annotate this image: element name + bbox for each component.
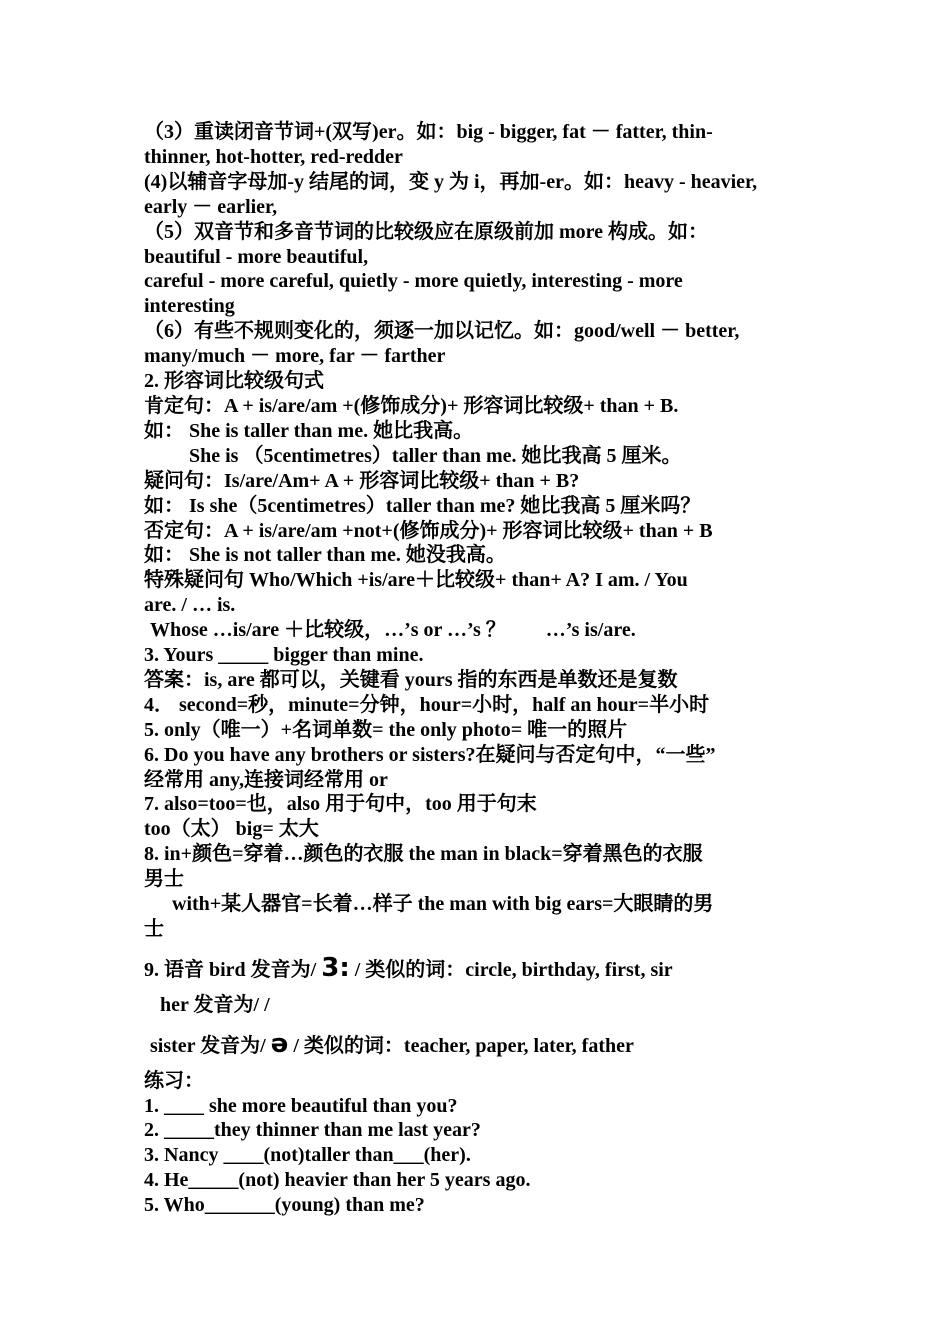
text-line: with+某人器官=长着…样子 the man with big ears=大眼睛的男 [172,893,714,916]
text-line: 疑问句：Is/are/Am+ A + 形容词比较级+ than + B? [144,469,580,492]
text-line: careful - more careful, quietly - more quietly, interesting - more [144,270,683,293]
phonetic-line-sister [144,1028,814,1059]
text-line: 5. only（唯一）+名词单数= the only photo= 唯一的照片 [144,718,628,741]
text-line: She is （5centimetres）taller than me. 她比我高 5 厘米。 [189,444,682,467]
phonetic-suffix: / 类似的词：circle, birthday, first, sir [349,958,673,981]
phonetic-symbol: 3: [321,952,350,983]
text-line: 答案：is, are 都可以，关键看 yours 指的东西是单数还是复数 [144,668,678,691]
text-line: 4． second=秒，minute=分钟，hour=小时，half an hour=半小时 [144,693,710,716]
text-line: too（太） big= 太大 [144,818,319,841]
text-line: many/much － more, far － farther [144,345,446,368]
phonetic-symbol: ə [270,1028,289,1059]
exercise-item: 2. _____they thinner than me last year? [144,1119,481,1142]
text-line: (4)以辅音字母加-y 结尾的词，变 y 为 i，再加-er。如：heavy - heavier, [144,170,758,193]
text-line: 如： Is she（5centimetres）taller than me? 她比我高 5 厘米吗？ [144,494,701,517]
text-line: are. / … is. [144,594,236,617]
exercise-item: 5. Who_______(young) than me? [144,1194,425,1217]
exercise-item: 1. ____ she more beautiful than you? [144,1094,458,1117]
text-line: 8. in+颜色=穿着…颜色的衣服 the man in black=穿着黑色的衣服 [144,843,703,866]
text-line: interesting [144,295,235,318]
text-line: 如： She is taller than me. 她比我高。 [144,419,474,442]
exercise-title: 练习： [144,1069,204,1092]
text-line: （6）有些不规则变化的，须逐一加以记忆。如：good/well － better, [144,320,740,343]
phonetic-prefix: sister 发音为/ [150,1034,271,1057]
text-line: 特殊疑问句 Who/Which +is/are＋比较级+ than+ A? I am. / You [144,569,688,592]
phonetic-line-her: her 发音为/ / [160,993,270,1016]
text-line: 士 [144,918,164,940]
phonetic-suffix: / 类似的词：teacher, paper, later, father [288,1034,634,1057]
document-page [144,120,814,1218]
text-line: 如： She is not taller than me. 她没我高。 [144,544,506,567]
exercise-item: 4. He_____(not) heavier than her 5 years ago. [144,1169,531,1192]
text-line: 肯定句：A + is/are/am +(修饰成分)+ 形容词比较级+ than + B. [144,394,679,417]
text-line: early － earlier, [144,195,278,218]
text-line: （5）双音节和多音节词的比较级应在原级前加 more 构成。如： [144,220,709,243]
text-line: （3）重读闭音节词+(双写)er。如：big - bigger, fat － fatter, thin- [144,121,713,143]
text-line: beautiful - more beautiful, [144,245,369,268]
phonetic-line-bird [144,952,814,983]
text-line: 否定句：A + is/are/am +not+(修饰成分)+ 形容词比较级+ than + B [144,519,713,542]
text-line: 3. Yours _____ bigger than mine. [144,644,424,667]
text-line: 6. Do you have any brothers or sisters?在疑问与否定句中，“一些” [144,743,716,766]
exercise-item: 3. Nancy ____(not)taller than___(her). [144,1144,471,1167]
text-line: thinner, hot-hotter, red-redder [144,145,403,168]
text-line: 经常用 any,连接词经常用 or [144,768,388,791]
text-line: 男士 [144,868,184,891]
text-line: Whose …is/are ＋比较级，…’s or …’s ？ …’s is/are. [150,619,636,642]
text-line: 7. also=too=也，also 用于句中，too 用于句末 [144,793,537,816]
phonetic-prefix: 9. 语音 bird 发音为/ [144,958,322,981]
section-heading: 2. 形容词比较级句式 [144,370,324,393]
